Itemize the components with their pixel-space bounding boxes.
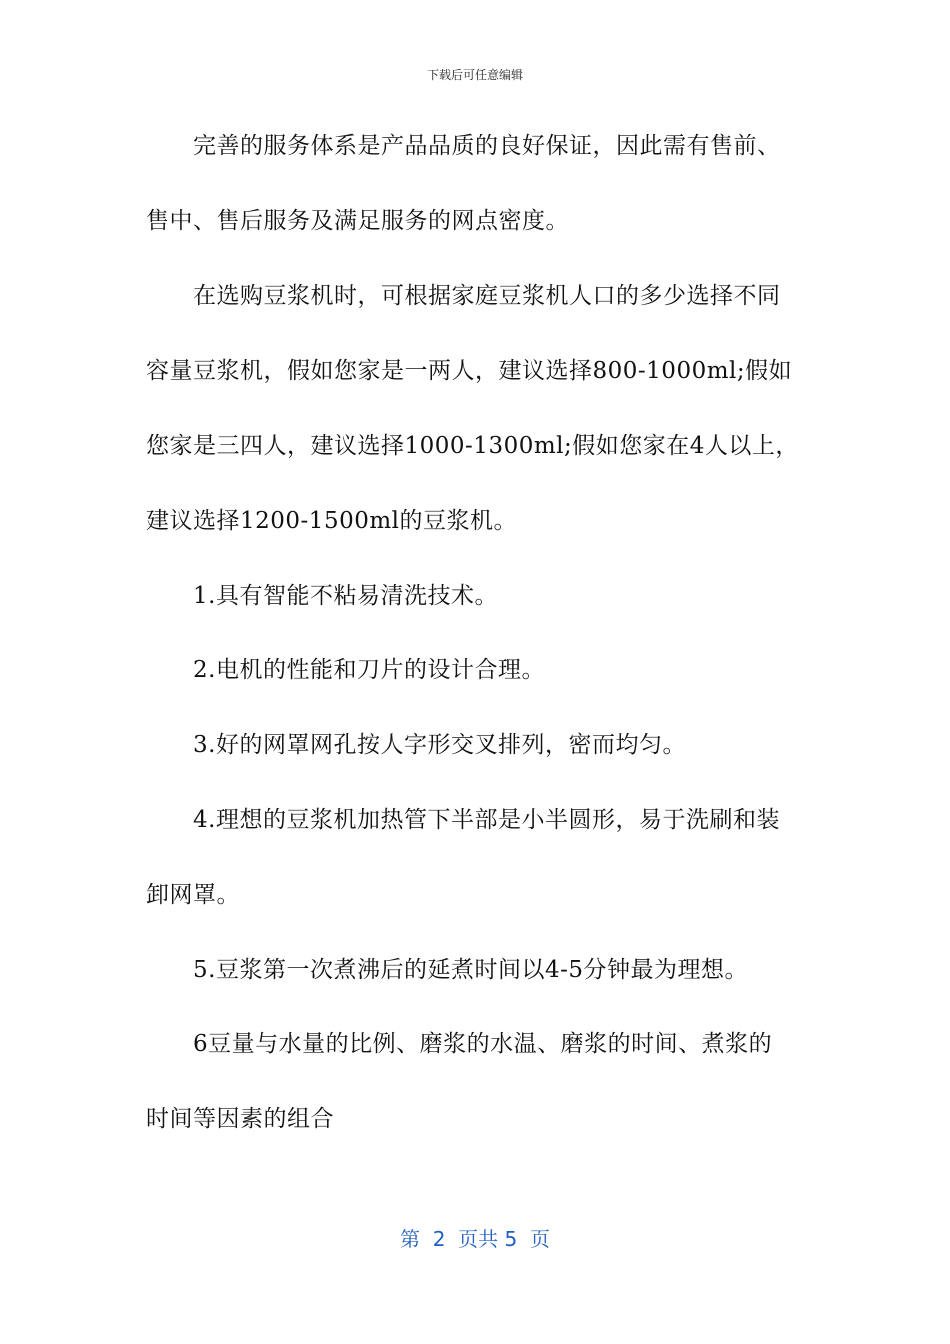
paragraph-line: 容量豆浆机，假如您家是一两人，建议选择800-1000ml;假如 xyxy=(146,358,793,384)
list-item: 4.理想的豆浆机加热管下半部是小半圆形，易于洗刷和装 xyxy=(193,807,780,833)
list-item: 5.豆浆第一次煮沸后的延煮时间以4-5分钟最为理想。 xyxy=(193,957,748,983)
paragraph-line: 售中、售后服务及满足服务的网点密度。 xyxy=(146,208,569,234)
list-item: 6豆量与水量的比例、磨浆的水温、磨浆的时间、煮浆的 xyxy=(193,1031,773,1057)
paragraph-line: 在选购豆浆机时，可根据家庭豆浆机人口的多少选择不同 xyxy=(193,283,781,309)
paragraph-line: 时间等因素的组合 xyxy=(146,1106,334,1132)
header-note: 下载后可任意编辑 xyxy=(426,68,523,82)
paragraph-line: 完善的服务体系是产品品质的良好保证，因此需有售前、 xyxy=(193,133,781,159)
paragraph-line: 建议选择1200-1500ml的豆浆机。 xyxy=(146,508,518,534)
page-number: 第 2 页共 5 页 xyxy=(400,1227,550,1251)
list-item: 2.电机的性能和刀片的设计合理。 xyxy=(193,657,545,683)
paragraph-line: 您家是三四人，建议选择1000-1300ml;假如您家在4人以上， xyxy=(146,433,799,459)
list-item: 1.具有智能不粘易清洗技术。 xyxy=(193,583,498,609)
paragraph-line: 卸网罩。 xyxy=(146,882,240,908)
list-item: 3.好的网罩网孔按人字形交叉排列，密而均匀。 xyxy=(193,732,686,758)
